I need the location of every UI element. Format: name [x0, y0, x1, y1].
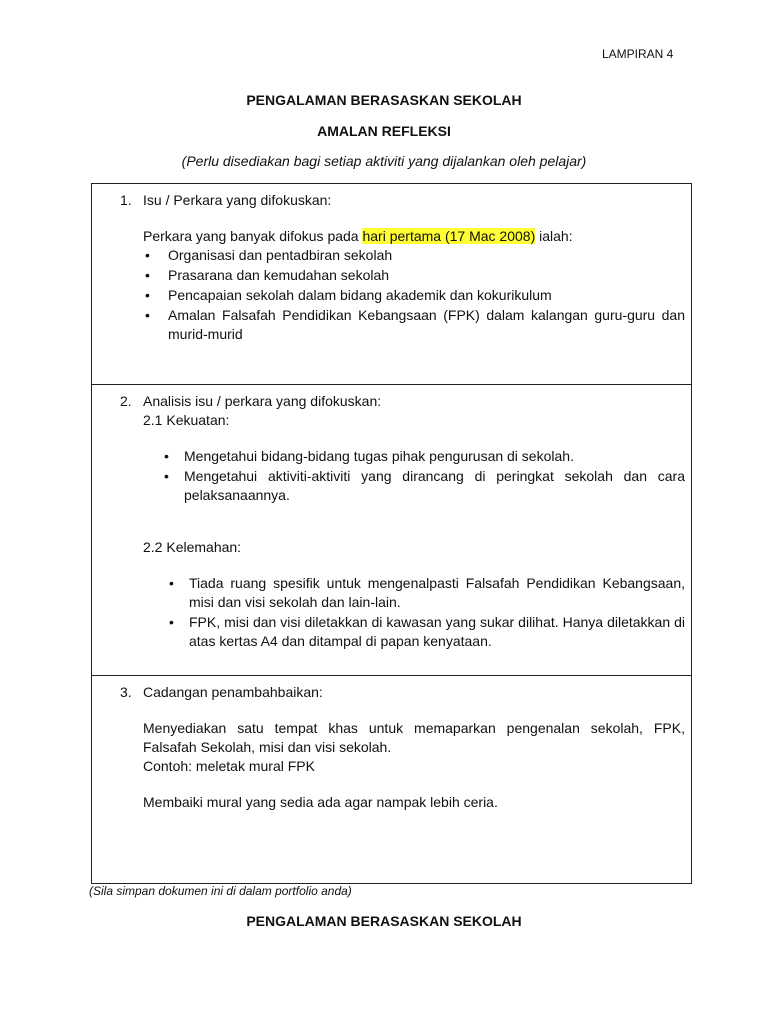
focus-intro [120, 227, 685, 246]
instruction-note: (Perlu disediakan bagi setiap aktiviti yang dijalankan oleh pelajar) [181, 153, 587, 169]
list-item: • Tiada ruang spesifik untuk mengenalpasti Falsafah Pendidikan Kebangsaan, misi dan visi sekolah dan lain-lain. [143, 574, 685, 612]
portfolio-note: (Sila simpan dokumen ini di dalam portfolio anda) [89, 884, 352, 898]
section-focus-issue [92, 184, 691, 385]
next-page-title: PENGALAMAN BERASASKAN SEKOLAH [246, 913, 522, 929]
section-heading-row [120, 392, 685, 411]
strengths-list [120, 447, 685, 505]
document-title: PENGALAMAN BERASASKAN SEKOLAH [246, 92, 522, 108]
section-analysis [92, 385, 691, 676]
list-item: • Prasarana dan kemudahan sekolah [143, 266, 685, 285]
section-heading: Cadangan penambahbaikan: [143, 684, 323, 700]
section-improvement [92, 676, 691, 883]
list-item: • Pencapaian sekolah dalam bidang akademik dan kokurikulum [143, 286, 685, 305]
list-item: • Mengetahui aktiviti-aktiviti yang dirancang di peringkat sekolah dan cara pelaksanaannya. [143, 467, 685, 505]
document-subtitle: AMALAN REFLEKSI [317, 123, 451, 139]
section-heading-row [120, 191, 685, 210]
improvement-paragraph: Menyediakan satu tempat khas untuk memaparkan pengenalan sekolah, FPK, Falsafah Sekolah, misi dan visi sekolah. [143, 720, 685, 755]
list-item: • Mengetahui bidang-bidang tugas pihak pengurusan di sekolah. [143, 447, 685, 466]
list-item: • Amalan Falsafah Pendidikan Kebangsaan (FPK) dalam kalangan guru-guru dan murid-murid [143, 306, 685, 344]
section-number: 1. [120, 192, 132, 208]
improvement-paragraph-2: Membaiki mural yang sedia ada agar nampak lebih ceria. [143, 794, 498, 810]
section-heading: Analisis isu / perkara yang difokuskan: [143, 393, 382, 409]
appendix-label: LAMPIRAN 4 [602, 47, 674, 61]
section-heading: Isu / Perkara yang difokuskan: [143, 192, 332, 208]
weaknesses-label: 2.2 Kelemahan: [143, 539, 242, 555]
focus-intro-before: Perkara yang banyak difokus pada [143, 228, 363, 244]
strengths-label: 2.1 Kekuatan: [143, 412, 230, 428]
weaknesses-list [120, 574, 685, 651]
focus-list [120, 246, 685, 344]
section-number: 3. [120, 684, 132, 700]
section-number: 2. [120, 393, 132, 409]
section-heading-row [120, 683, 685, 702]
list-item: • Organisasi dan pentadbiran sekolah [143, 246, 685, 265]
improvement-example: Contoh: meletak mural FPK [143, 758, 315, 774]
highlighted-date: hari pertama (17 Mac 2008) [362, 228, 536, 244]
focus-intro-after: ialah: [535, 228, 573, 244]
list-item: • FPK, misi dan visi diletakkan di kawasan yang sukar dilihat. Hanya diletakkan di atas kertas A4 dan ditampal di papan kenyataan. [143, 613, 685, 651]
reflection-table [91, 183, 692, 884]
